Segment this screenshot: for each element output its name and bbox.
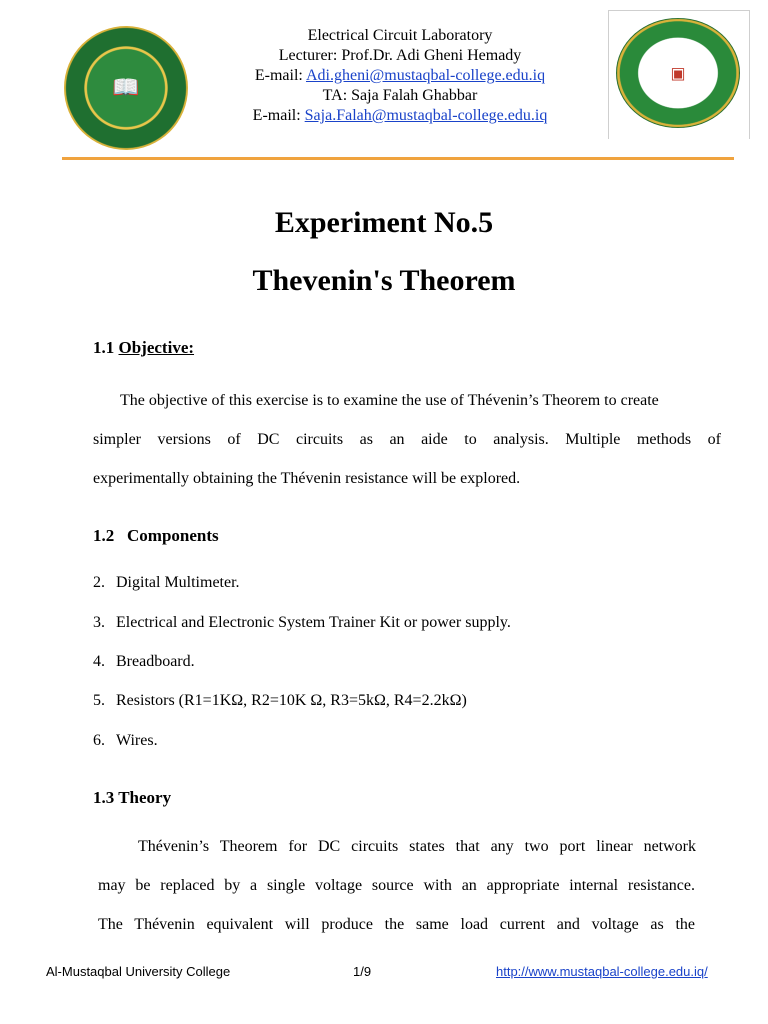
lecturer-email-row — [200, 66, 600, 86]
list-item — [93, 574, 240, 592]
college-logo-right — [616, 18, 740, 128]
list-item — [93, 653, 195, 671]
lecturer-email-link[interactable]: Adi.gheni@mustaqbal-college.edu.iq — [305, 67, 546, 84]
experiment-title: Experiment No.5 — [274, 206, 494, 239]
objective-line-1: The objective of this exercise is to examine the use of Thévenin’s Theorem to create — [120, 392, 659, 409]
email-label: E-mail: — [254, 67, 306, 84]
list-item-text: Resistors (R1=1KΩ, R2=10K Ω, R3=5kΩ, R4=2.2kΩ) — [116, 692, 467, 709]
list-item-number: 2. — [93, 574, 105, 591]
ta-email-row — [200, 106, 600, 126]
book-icon: 📖 — [112, 75, 140, 101]
list-item — [93, 614, 511, 632]
ta-email-link[interactable]: Saja.Falah@mustaqbal-college.edu.iq — [304, 107, 548, 124]
document-header — [200, 26, 600, 126]
components-heading: 1.2 Components — [93, 526, 219, 545]
list-item — [93, 692, 467, 710]
footer-url-link[interactable]: http://www.mustaqbal-college.edu.iq/ — [496, 964, 708, 979]
theory-line-2: may be replaced by a single voltage source with an appropriate internal resistance. — [98, 877, 695, 894]
header-divider — [62, 157, 734, 160]
list-item-text: Wires. — [116, 732, 158, 749]
list-item-number: 4. — [93, 653, 105, 670]
emblem-icon: ▣ — [670, 63, 686, 83]
list-item-text: Digital Multimeter. — [116, 574, 240, 591]
theory-heading: 1.3 Theory — [93, 788, 172, 807]
theory-line-3: The Thévenin equivalent will produce the same load current and voltage as the — [98, 916, 695, 933]
objective-heading-text: Objective: — [118, 338, 195, 357]
list-item-text: Electrical and Electronic System Trainer Kit or power supply. — [116, 614, 511, 631]
page-number: 1/9 — [353, 964, 372, 979]
list-item-text: Breadboard. — [116, 653, 195, 670]
experiment-subtitle: Thevenin's Theorem — [252, 264, 516, 297]
objective-line-2: simpler versions of DC circuits as an aide to analysis. Multiple methods of — [93, 431, 721, 448]
objective-number: 1.1 — [93, 338, 119, 357]
ta-name: TA: Saja Falah Ghabbar — [322, 87, 478, 104]
lab-name: Electrical Circuit Laboratory — [307, 27, 493, 44]
theory-line-1: Thévenin’s Theorem for DC circuits states that any two port linear network — [138, 838, 696, 855]
list-item-number: 6. — [93, 732, 105, 749]
lecturer-name: Lecturer: Prof.Dr. Adi Gheni Hemady — [278, 47, 522, 64]
objective-heading — [93, 338, 194, 358]
college-logo-left — [64, 26, 188, 150]
list-item-number: 3. — [93, 614, 105, 631]
list-item — [93, 732, 158, 750]
email-label: E-mail: — [252, 107, 305, 124]
footer-college: Al-Mustaqbal University College — [46, 964, 231, 979]
list-item-number: 5. — [93, 692, 105, 709]
objective-line-3: experimentally obtaining the Thévenin resistance will be explored. — [93, 470, 521, 487]
